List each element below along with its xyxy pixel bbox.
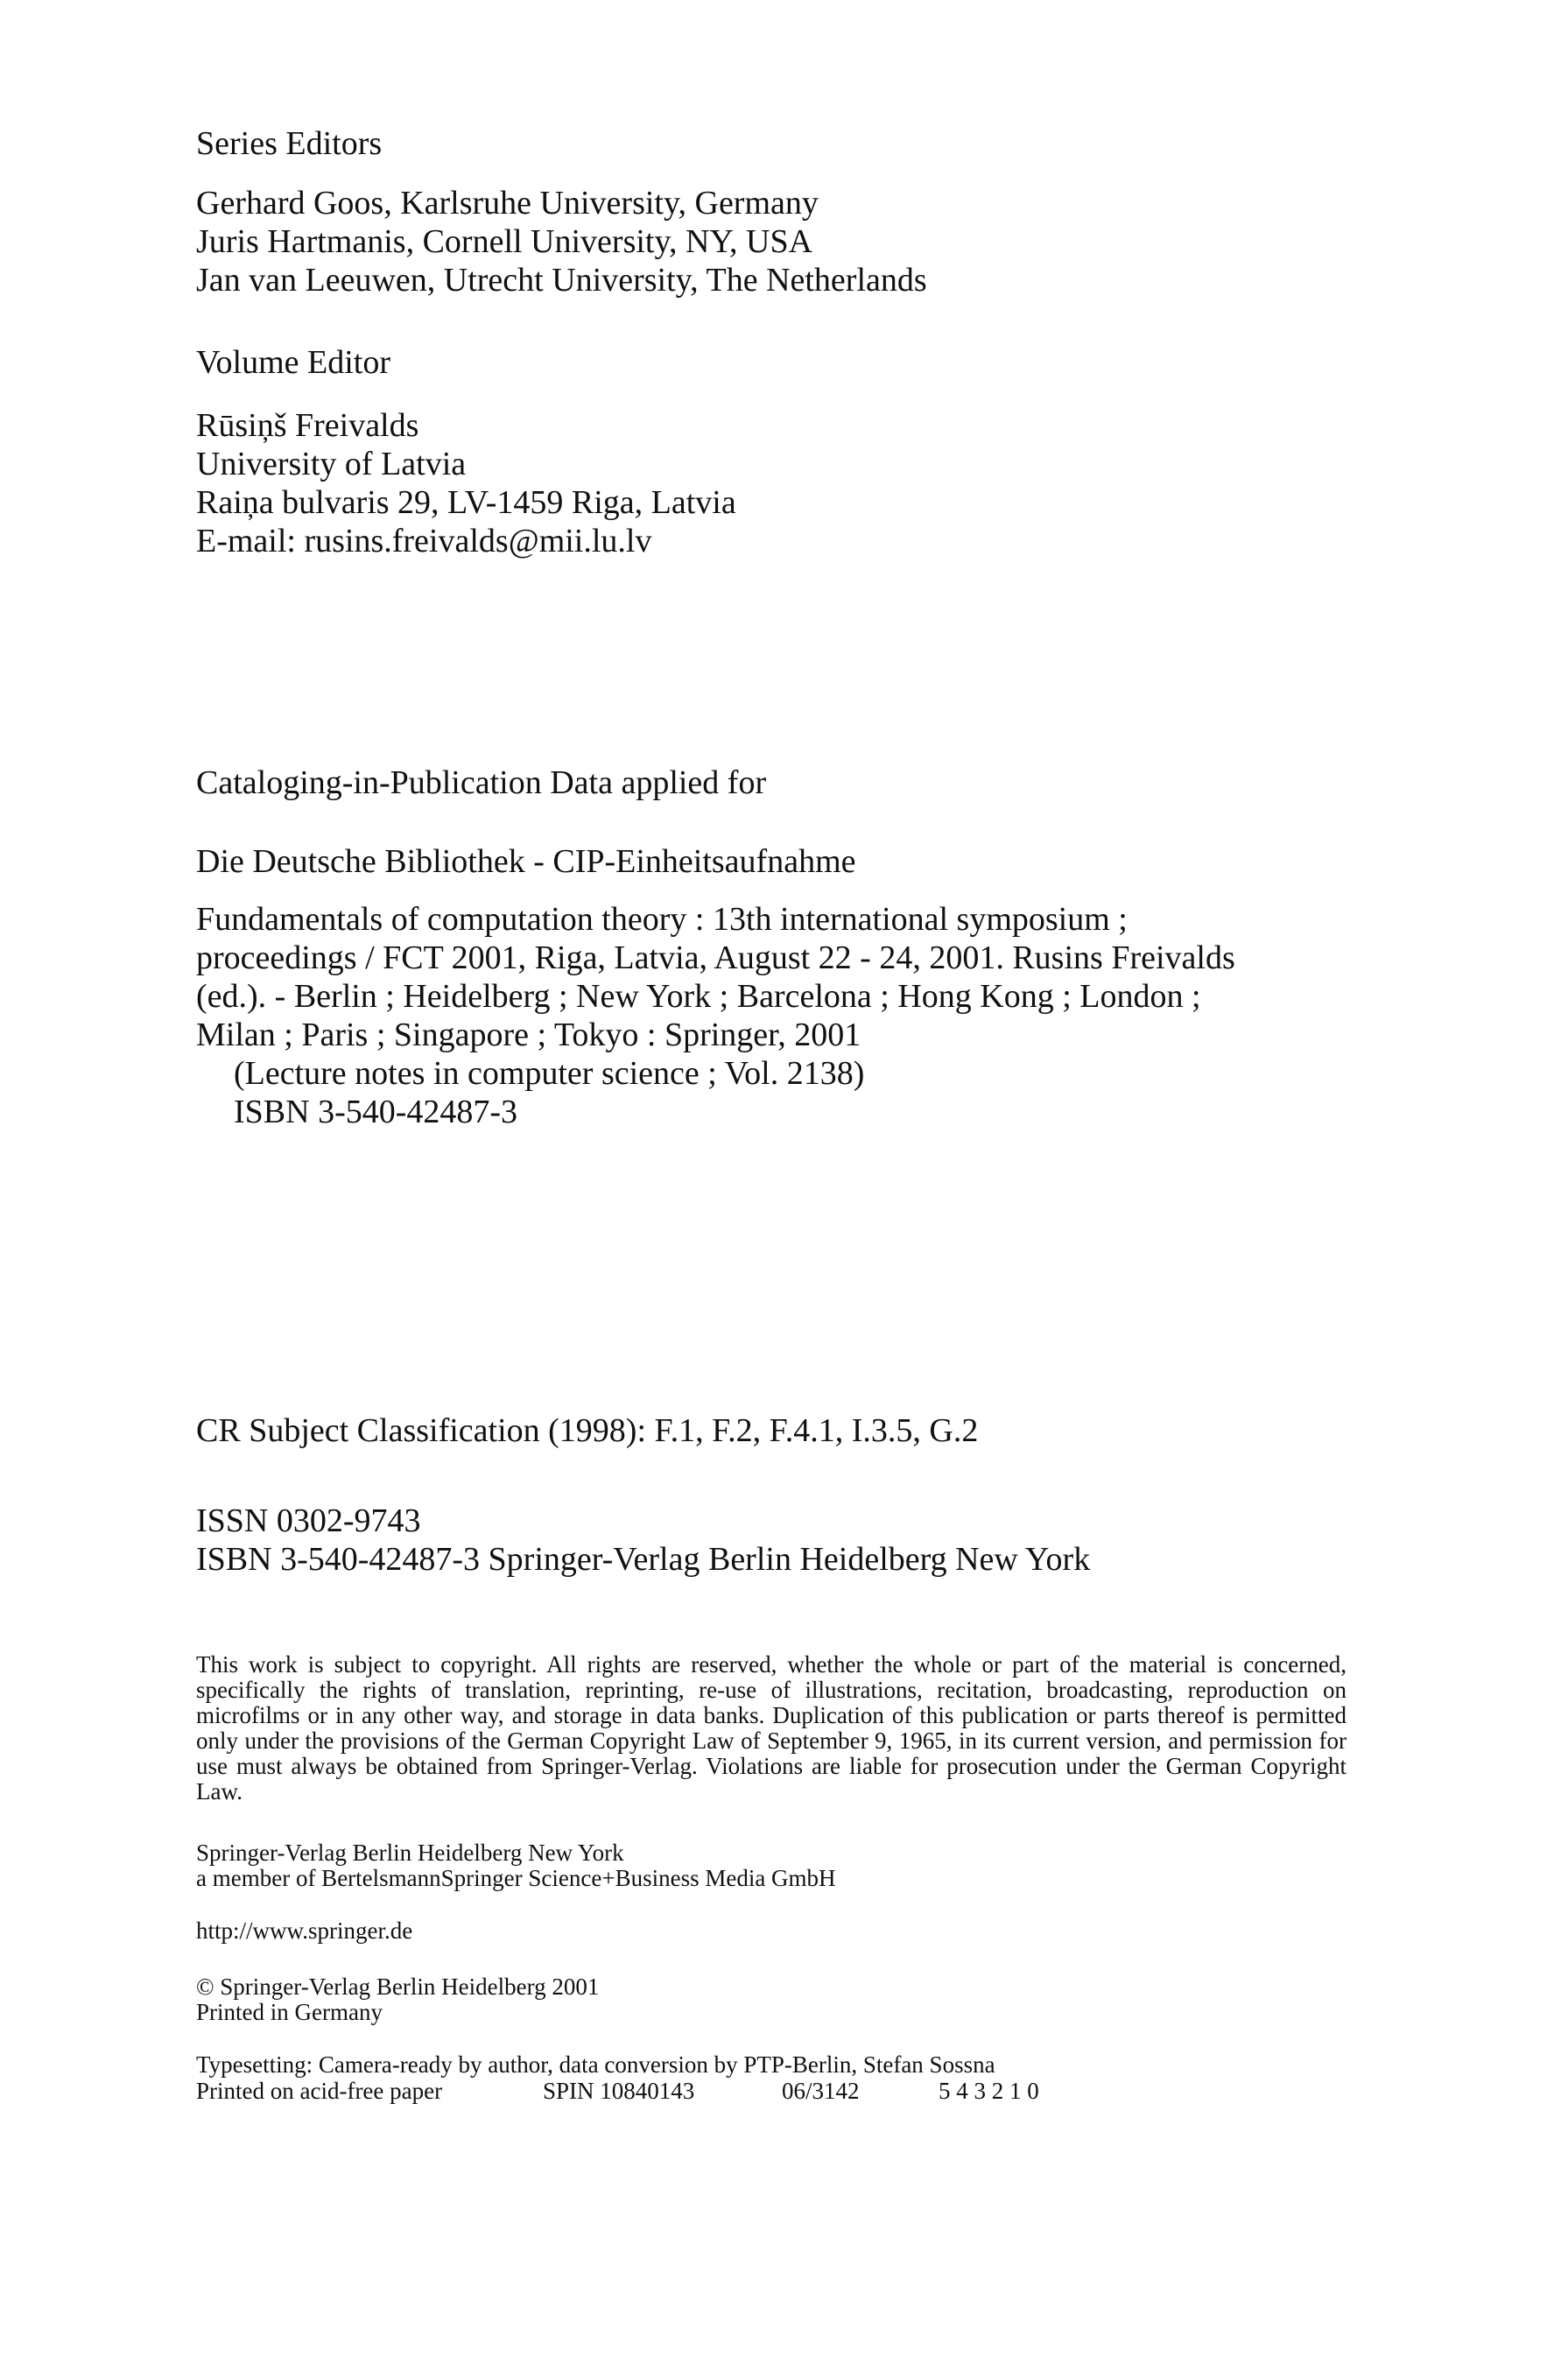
cip-entry-line: (ed.). - Berlin ; Heidelberg ; New York ; Barcelona ; Hong Kong ; London ;	[196, 978, 1201, 1015]
printed-in-line: Printed in Germany	[196, 1999, 383, 2025]
copyright-notice: This work is subject to copyright. All rights are reserved, whether the whole or part of the material is concerned, specifically the rights of translation, reprinting, re-use of illustrations, recitation, broadcasting, reproduction on microfilms or in any other way, and storage in data banks. Duplication of this publication or parts thereof is permitted only under the provisions of the German Copyright Law of September 9, 1965, in its current version, and permission for use must always be obtained from Springer-Verlag. Violations are liable for prosecution under the German Copyright Law.	[196, 1651, 1347, 1805]
print-spin: SPIN 10840143	[543, 2078, 695, 2104]
production-block	[196, 2052, 1422, 2104]
volume-editor-name: Rūsiņš Freivalds	[196, 407, 419, 444]
publisher-block	[196, 1840, 1422, 1891]
print-paper: Printed on acid-free paper	[196, 2078, 443, 2104]
publisher-name: Springer-Verlag Berlin Heidelberg New York	[196, 1840, 624, 1866]
cip-applied-text: Cataloging-in-Publication Data applied for	[196, 764, 767, 801]
cip-entry-line: proceedings / FCT 2001, Riga, Latvia, August 22 - 24, 2001. Rusins Freivalds	[196, 939, 1235, 976]
series-editor-line: Gerhard Goos, Karlsruhe University, Germany	[196, 185, 819, 222]
cip-library	[196, 842, 1422, 881]
volume-editor-address: Raiņa bulvaris 29, LV-1459 Riga, Latvia	[196, 484, 736, 521]
cip-series-note: (Lecture notes in computer science ; Vol. 2138)	[234, 1055, 865, 1092]
volume-editor-heading: Volume Editor	[196, 344, 391, 381]
issn-isbn-block	[196, 1502, 1422, 1579]
cip-applied	[196, 763, 1422, 802]
isbn-full: ISBN 3-540-42487-3 Springer-Verlag Berlin Heidelberg New York	[196, 1541, 1091, 1578]
series-editors-block	[196, 124, 1422, 299]
series-editors-heading: Series Editors	[196, 125, 383, 162]
series-editor-line: Juris Hartmanis, Cornell University, NY, USA	[196, 223, 813, 260]
publisher-member: a member of BertelsmannSpringer Science+Business Media GmbH	[196, 1865, 836, 1891]
cip-entry-line: Milan ; Paris ; Singapore ; Tokyo : Springer, 2001	[196, 1017, 861, 1053]
volume-editor-email: E-mail: rusins.freivalds@mii.lu.lv	[196, 523, 652, 559]
issn: ISSN 0302-9743	[196, 1502, 421, 1539]
typesetting-line: Typesetting: Camera-ready by author, data conversion by PTP-Berlin, Stefan Sossna	[196, 2051, 995, 2078]
publisher-url-block	[196, 1918, 1422, 1944]
print-run: 5 4 3 2 1 0	[939, 2078, 1039, 2104]
cip-library-text: Die Deutsche Bibliothek - CIP-Einheitsaufnahme	[196, 843, 856, 880]
cip-entry	[196, 900, 1422, 1131]
cip-entry-line: Fundamentals of computation theory : 13th international symposium ;	[196, 901, 1128, 938]
publisher-url: http://www.springer.de	[196, 1917, 413, 1944]
volume-editor-affiliation: University of Latvia	[196, 446, 467, 482]
volume-editor-block	[196, 343, 1422, 560]
copyright-block	[196, 1974, 1422, 2025]
print-info-row	[196, 2078, 1422, 2104]
cip-isbn: ISBN 3-540-42487-3	[234, 1094, 518, 1130]
subject-classification-text: CR Subject Classification (1998): F.1, F.2, F.4.1, I.3.5, G.2	[196, 1412, 979, 1449]
copyright-line: © Springer-Verlag Berlin Heidelberg 2001	[196, 1973, 600, 2000]
series-editor-line: Jan van Leeuwen, Utrecht University, The Netherlands	[196, 262, 927, 299]
print-code: 06/3142	[782, 2078, 860, 2104]
subject-classification	[196, 1411, 1422, 1450]
